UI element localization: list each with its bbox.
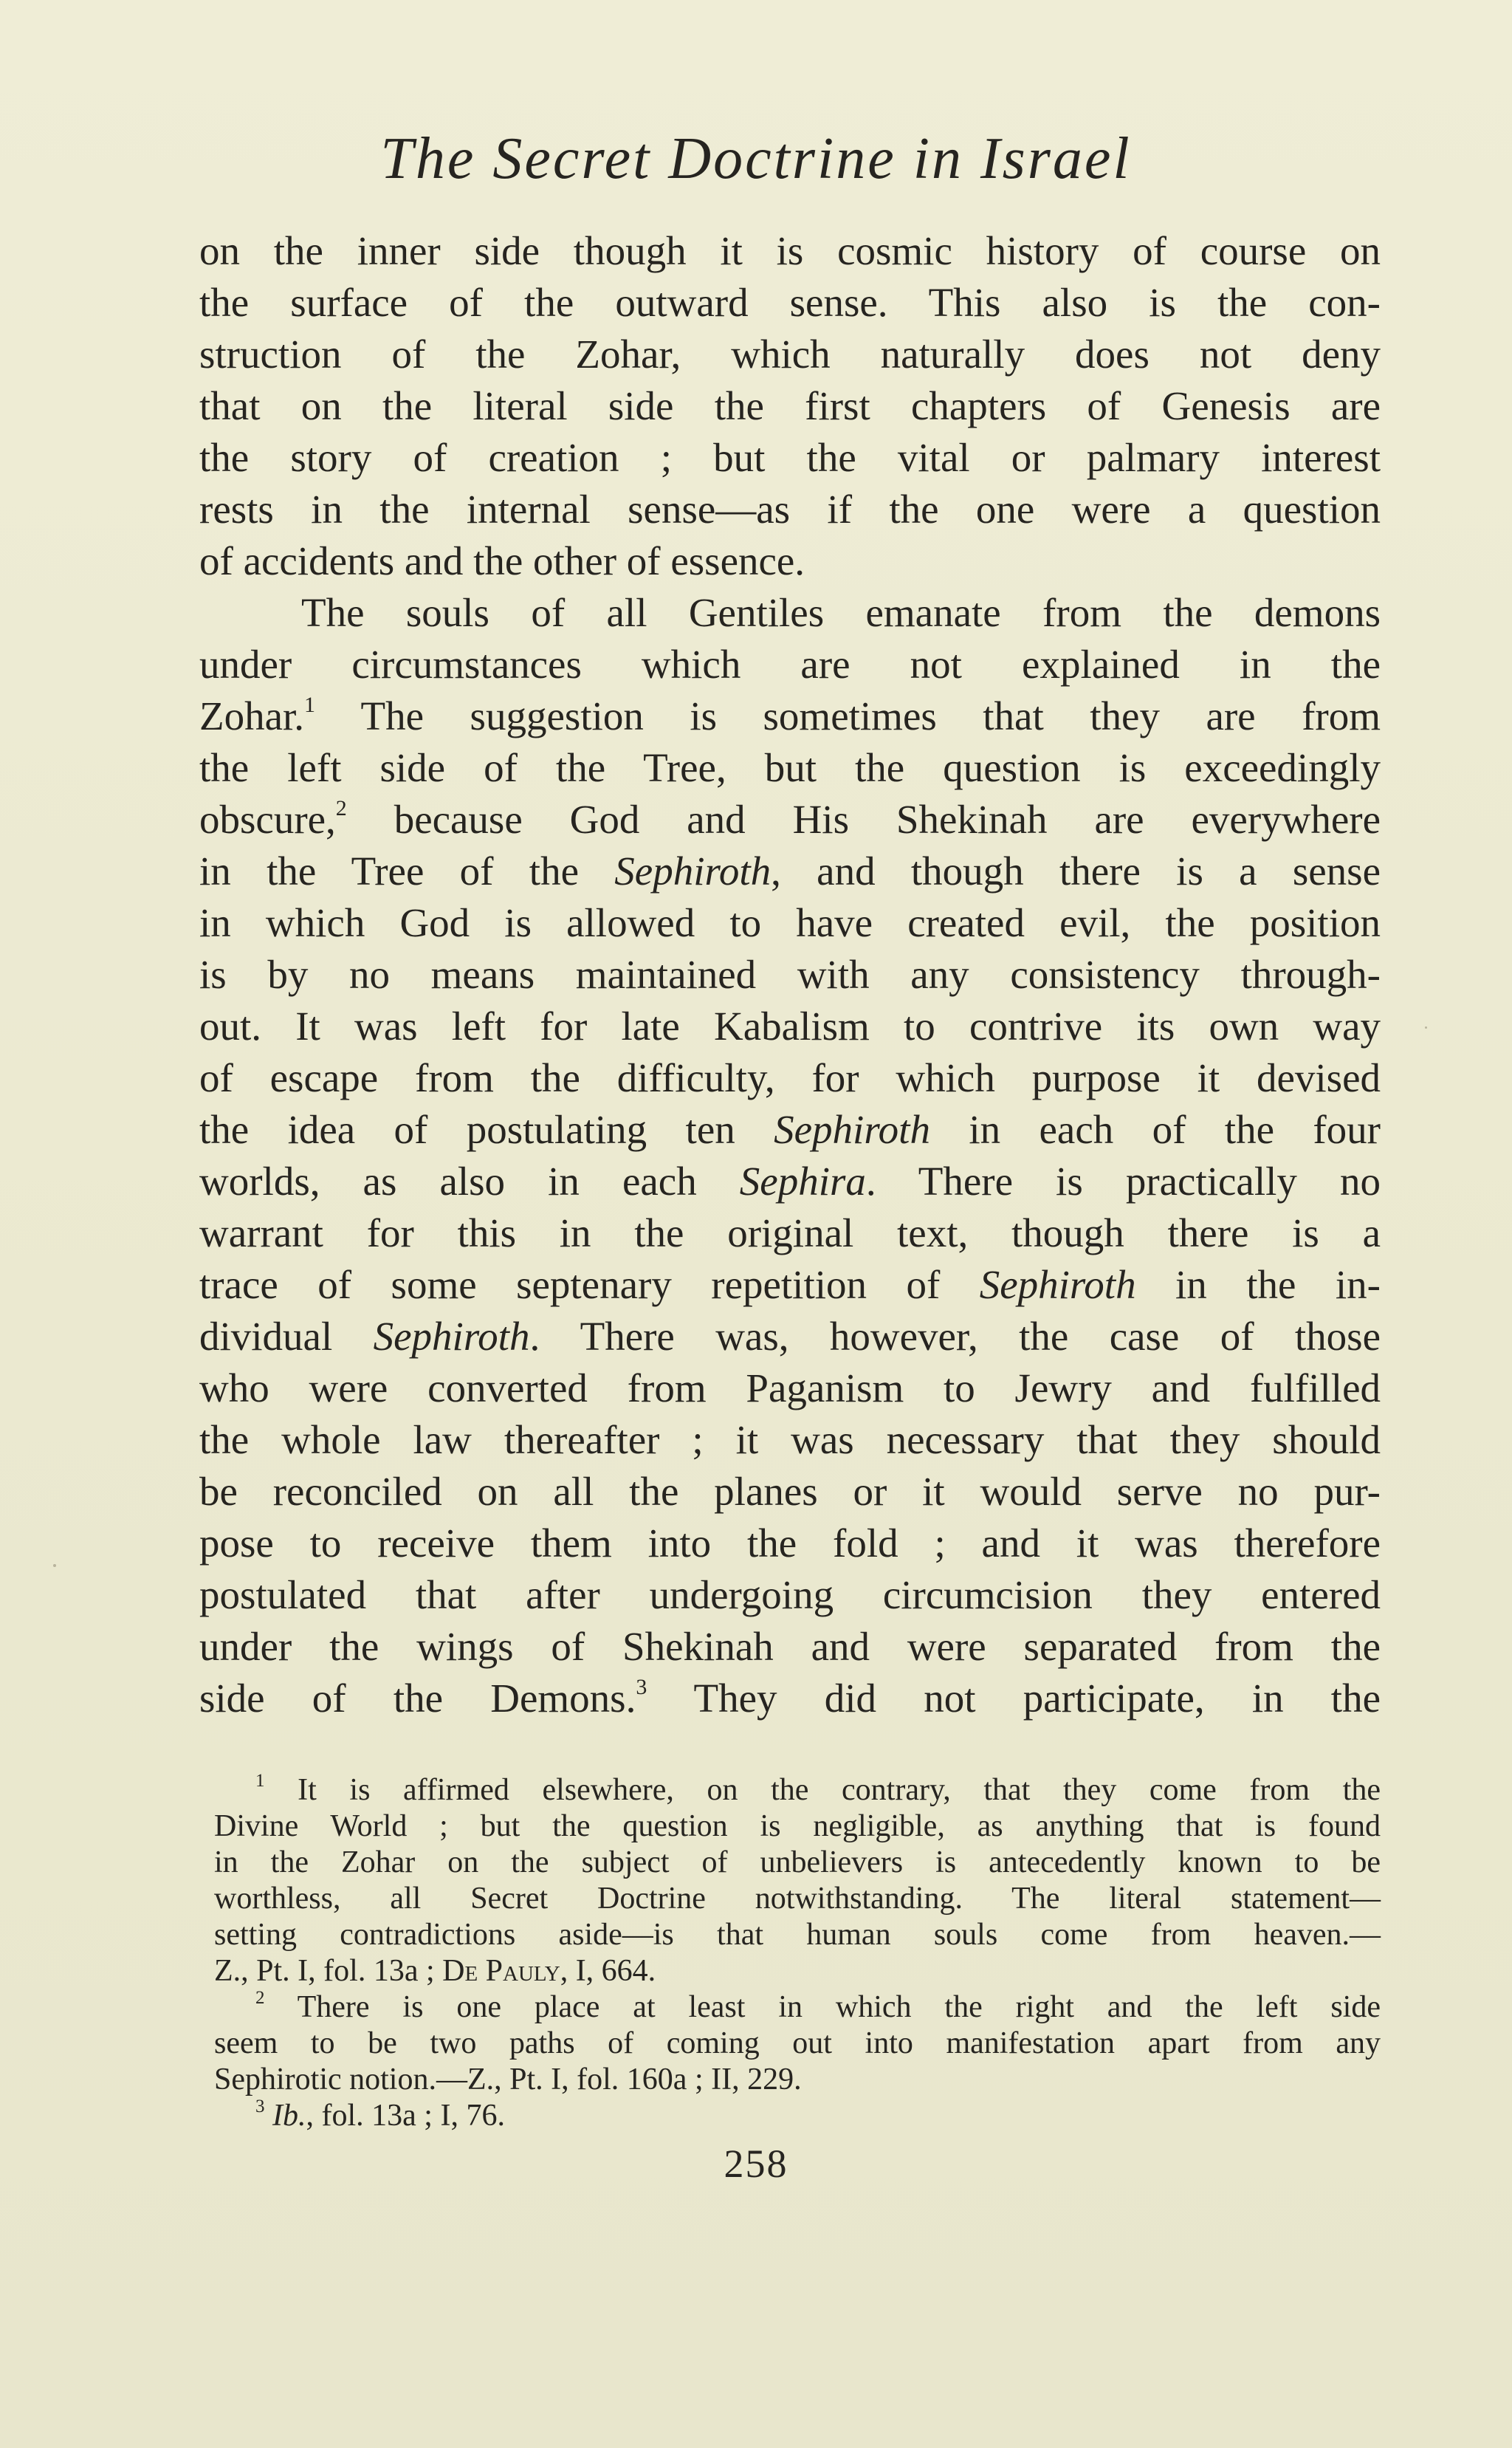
body-line bbox=[199, 1104, 1381, 1156]
body-text-segment: trace of some septenary repetition of bbox=[199, 1262, 980, 1307]
body-line: postulated that after undergoing circumcision they entered bbox=[199, 1572, 1381, 1617]
footnote-text: , fol. 13a ; I, 76. bbox=[306, 2099, 505, 2133]
body-text-segment: , and though there is a sense bbox=[771, 848, 1381, 894]
body-text-segment: Zohar. bbox=[199, 693, 305, 738]
footnote-line bbox=[214, 1772, 1381, 1808]
footnote-text: , I, 664. bbox=[560, 1954, 656, 1988]
footnote-line: Sephirotic notion.—Z., Pt. I, fol. 160a ; II, 229. bbox=[214, 2063, 802, 2096]
body-line bbox=[199, 690, 1381, 742]
page-number: 258 bbox=[724, 2142, 788, 2186]
footnote-number: 2 bbox=[255, 1988, 265, 2008]
body-text-segment: in the Tree of the bbox=[199, 848, 615, 894]
italic-term: Sephira bbox=[739, 1159, 866, 1204]
footnote-line bbox=[214, 1953, 1381, 1989]
footnote-text: It is affirmed elsewhere, on the contrary, that they come from the bbox=[298, 1773, 1381, 1807]
footnote-ref: 2 bbox=[335, 796, 347, 820]
body-line: who were converted from Paganism to Jewry and fulfilled bbox=[199, 1365, 1381, 1410]
body-line: on the inner side though it is cosmic history of course on bbox=[199, 228, 1381, 273]
italic-term: Sephiroth bbox=[614, 848, 772, 894]
body-line: warrant for this in the original text, though there is a bbox=[199, 1210, 1381, 1255]
body-line: pose to receive them into the fold ; and it was therefore bbox=[199, 1520, 1381, 1566]
body-line: the left side of the Tree, but the question is exceedingly bbox=[199, 745, 1381, 790]
italic-term: Sephiroth bbox=[774, 1107, 930, 1152]
body-line: be reconciled on all the planes or it would serve no pur- bbox=[199, 1469, 1381, 1514]
footnote-number: 1 bbox=[255, 1771, 265, 1791]
italic-term: Sephiroth bbox=[373, 1314, 530, 1359]
body-text-segment: worlds, as also in each bbox=[199, 1159, 740, 1204]
body-line: of accidents and the other of essence. bbox=[199, 538, 805, 583]
body-text-segment: side of the Demons. bbox=[199, 1676, 636, 1721]
body-text-segment: They did not participate, in the bbox=[647, 1676, 1381, 1721]
footnote-ref: 3 bbox=[636, 1675, 647, 1699]
body-line: The souls of all Gentiles emanate from the demons bbox=[301, 590, 1381, 635]
body-line: rests in the internal sense—as if the one were a question bbox=[199, 487, 1381, 532]
footnote-line: worthless, all Secret Doctrine notwithstanding. The literal statement— bbox=[214, 1882, 1381, 1916]
body-text bbox=[199, 225, 1381, 1724]
footnote-ref: 1 bbox=[304, 693, 316, 717]
footnote-line: in the Zohar on the subject of unbelievers is antecedently known to be bbox=[214, 1845, 1381, 1879]
body-line bbox=[199, 1156, 1381, 1207]
footnote-text: There is one place at least in which the right and the left side bbox=[297, 1990, 1381, 2024]
footnote-line bbox=[214, 2098, 1381, 2134]
footnote-text: Z., Pt. I, fol. 13a ; bbox=[214, 1954, 443, 1988]
body-text-segment: the idea of postulating ten bbox=[199, 1107, 774, 1152]
body-line: the surface of the outward sense. This also is the con- bbox=[199, 280, 1381, 325]
body-line: of escape from the difficulty, for which purpose it devised bbox=[199, 1055, 1381, 1100]
body-text-segment: in each of the four bbox=[929, 1107, 1381, 1152]
footnote-line: Divine World ; but the question is negligible, as anything that is found bbox=[214, 1809, 1381, 1843]
footnote-number: 3 bbox=[255, 2096, 265, 2116]
body-line: is by no means maintained with any consistency through- bbox=[199, 952, 1381, 997]
body-line: in which God is allowed to have created evil, the position bbox=[199, 900, 1381, 945]
body-line bbox=[199, 846, 1381, 897]
body-line: under circumstances which are not explained in the bbox=[199, 642, 1381, 687]
body-line: the story of creation ; but the vital or palmary interest bbox=[199, 435, 1381, 480]
italic-term: Sephiroth bbox=[979, 1262, 1136, 1307]
body-text-segment: . There is practically no bbox=[865, 1159, 1381, 1204]
body-text-segment: in the in- bbox=[1135, 1262, 1381, 1307]
paper-speck bbox=[53, 1564, 56, 1567]
body-line: under the wings of Shekinah and were separated from the bbox=[199, 1624, 1381, 1669]
footnote-line: seem to be two paths of coming out into manifestation apart from any bbox=[214, 2026, 1381, 2060]
body-line bbox=[199, 1259, 1381, 1311]
body-line bbox=[199, 1311, 1381, 1362]
body-line: the whole law thereafter ; it was necessary that they should bbox=[199, 1417, 1381, 1462]
footnotes bbox=[214, 1772, 1381, 2134]
author-name: De Pauly bbox=[442, 1954, 560, 1988]
footnote-line bbox=[214, 1989, 1381, 2026]
body-text-segment: The suggestion is sometimes that they are from bbox=[315, 693, 1381, 738]
body-text-segment: obscure, bbox=[199, 797, 336, 842]
footnote-line: setting contradictions aside—is that human souls come from heaven.— bbox=[214, 1918, 1381, 1952]
paper-speck bbox=[1425, 1026, 1427, 1029]
body-text-segment: dividual bbox=[199, 1314, 374, 1359]
body-text-segment: . There was, however, the case of those bbox=[529, 1314, 1381, 1359]
footnote-abbrev: Ib. bbox=[272, 2099, 306, 2133]
body-text-segment: because God and His Shekinah are everywhere bbox=[346, 797, 1381, 842]
body-line bbox=[199, 794, 1381, 846]
body-line: that on the literal side the first chapters of Genesis are bbox=[199, 383, 1381, 428]
body-line: struction of the Zohar, which naturally does not deny bbox=[199, 332, 1381, 377]
running-head: The Secret Doctrine in Israel bbox=[380, 126, 1132, 191]
body-line: out. It was left for late Kabalism to contrive its own way bbox=[199, 1004, 1381, 1049]
body-line bbox=[199, 1673, 1381, 1724]
